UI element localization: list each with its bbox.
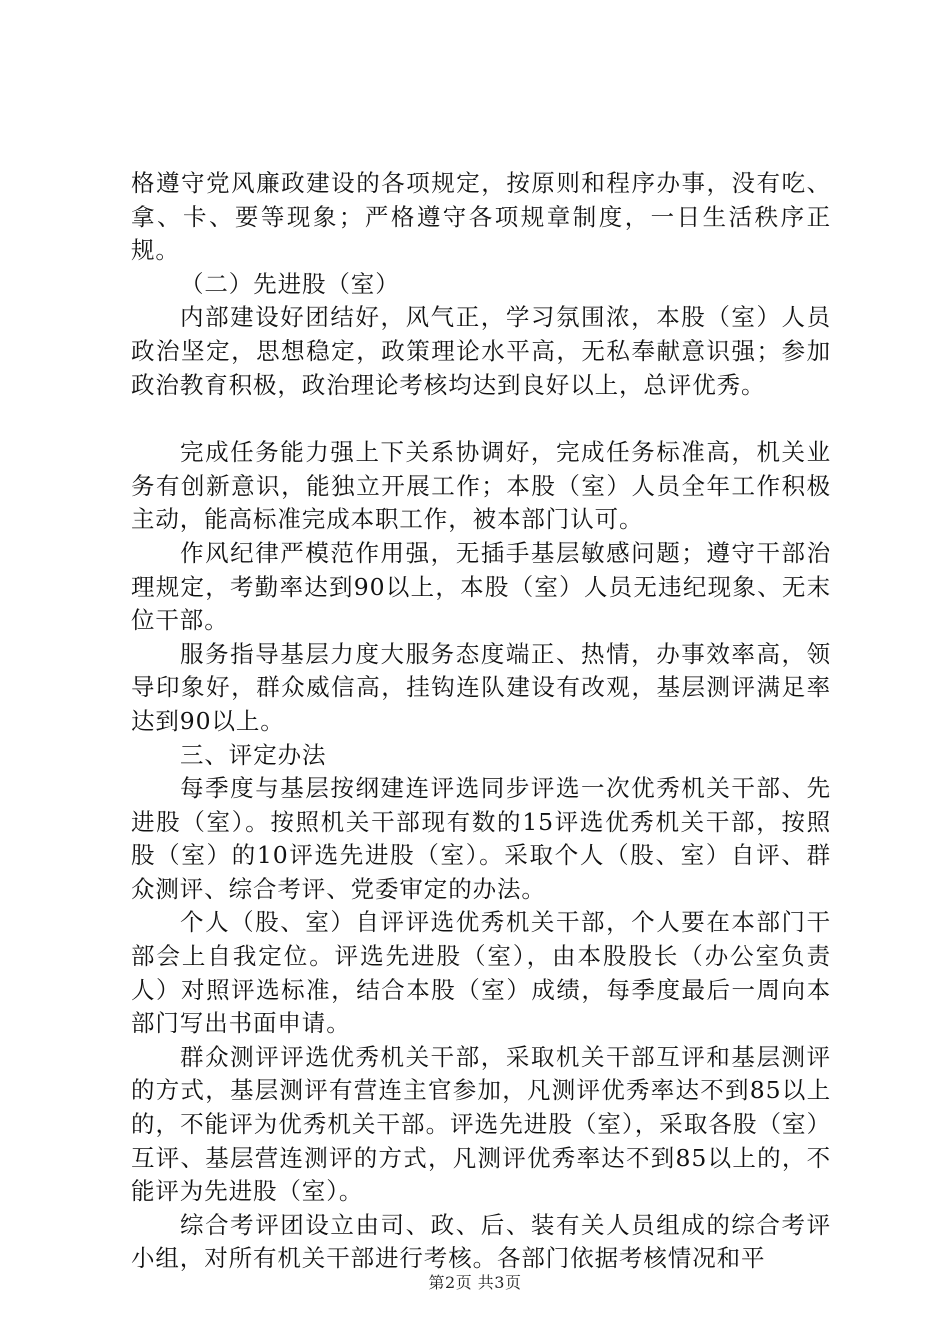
paragraph-service-guidance: 服务指导基层力度大服务态度端正、热情，办事效率高，领导印象好，群众威信高，挂钩连队建设有改观，基层测评满足率达到90以上。	[131, 639, 831, 735]
paragraph-quarterly-selection: 每季度与基层按纲建连评选同步评选一次优秀机关干部、先进股（室）。按照机关干部现有数的15评选优秀机关干部，按照股（室）的10评选先进股（室）。采取个人（股、室）自评、群众测评、综合考评、党委审定的办法。	[131, 774, 831, 903]
paragraph-self-evaluation: 个人（股、室）自评评选优秀机关干部，个人要在本部门干部会上自我定位。评选先进股（室），由本股股长（办公室负责人）对照评选标准，结合本股（室）成绩，每季度最后一周向本部门写出书面申请。	[131, 908, 831, 1038]
paragraph-work-style: 作风纪律严模范作用强，无插手基层敏感问题；遵守干部治理规定，考勤率达到90以上，本股（室）人员无违纪现象、无末位干部。	[131, 538, 831, 635]
paragraph-task-capability: 完成任务能力强上下关系协调好，完成任务标准高，机关业务有创新意识，能独立开展工作；本股（室）人员全年工作积极主动，能高标准完成本职工作，被本部门认可。	[131, 438, 831, 534]
paragraph-mass-evaluation: 群众测评评选优秀机关干部，采取机关干部互评和基层测评的方式，基层测评有营连主官参加，凡测评优秀率达不到85以上的，不能评为优秀机关干部。评选先进股（室），采取各股（室）互评、基层营连测评的方式，凡测评优秀率达不到85以上的，不能评为先进股（室）。	[131, 1042, 831, 1206]
document-body	[131, 167, 831, 1276]
paragraph-continued: 格遵守党风廉政建设的各项规定，按原则和程序办事，没有吃、拿、卡、要等现象；严格遵守各项规章制度，一日生活秩序正规。	[131, 169, 831, 265]
section-heading-advanced-unit: （二）先进股（室）	[180, 269, 400, 298]
paragraph-comprehensive-evaluation: 综合考评团设立由司、政、后、装有关人员组成的综合考评小组，对所有机关干部进行考核。各部门依据考核情况和平	[131, 1210, 831, 1273]
page-number-footer: 第2页 共3页	[428, 1273, 522, 1292]
section-heading-evaluation-method: 三、评定办法	[180, 740, 327, 769]
paragraph-internal-construction: 内部建设好团结好，风气正，学习氛围浓，本股（室）人员政治坚定，思想稳定，政策理论水平高，无私奉献意识强；参加政治教育积极，政治理论考核均达到良好以上，总评优秀。	[131, 303, 831, 399]
